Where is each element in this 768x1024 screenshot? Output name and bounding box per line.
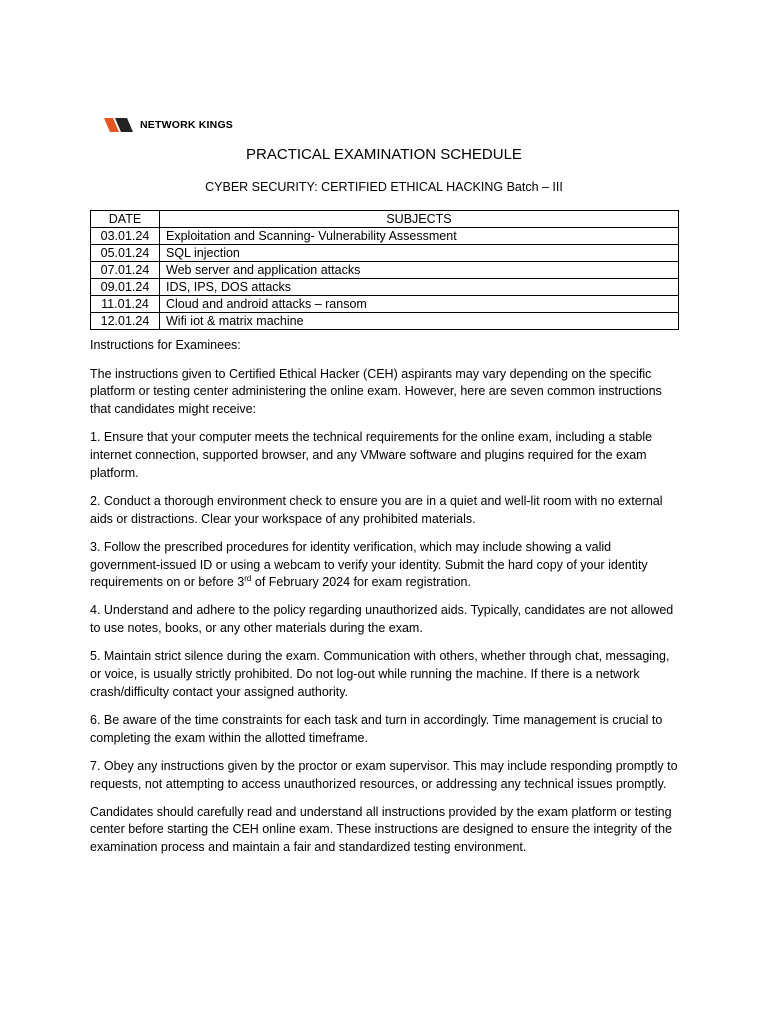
date-cell: 03.01.24 xyxy=(91,228,160,245)
subject-cell: SQL injection xyxy=(160,245,679,262)
date-cell: 07.01.24 xyxy=(91,262,160,279)
instructions-heading: Instructions for Examinees: xyxy=(90,338,241,352)
table-row xyxy=(91,262,679,279)
table-row xyxy=(91,296,679,313)
subject-cell: Exploitation and Scanning- Vulnerability Assessment xyxy=(160,228,679,245)
instruction-item-2: 2. Conduct a thorough environment check to ensure you are in a quiet and well-lit room with no external aids or distractions. Clear your workspace of any prohibited materials. xyxy=(90,493,663,526)
subject-cell: IDS, IPS, DOS attacks xyxy=(160,279,679,296)
instruction-item-4: 4. Understand and adhere to the policy regarding unauthorized aids. Typically, candidates are not allowed to use notes, books, or any other materials during the exam. xyxy=(90,603,674,636)
subject-cell: Wifi iot & matrix machine xyxy=(160,313,679,330)
instructions-intro: The instructions given to Certified Ethical Hacker (CEH) aspirants may vary depending on the specific platform or testing center administering the online exam. However, here are seven common instructions that candidates might receive: xyxy=(90,366,662,417)
table-header-row xyxy=(91,211,679,228)
date-cell: 09.01.24 xyxy=(91,279,160,296)
closing-paragraph: Candidates should carefully read and understand all instructions provided by the exam platform or testing center before starting the CEH online exam. These instructions are designed to ensure the integrity of the examination process and maintain a fair and standardized testing environment. xyxy=(90,804,673,855)
instruction-item-6: 6. Be aware of the time constraints for each task and turn in accordingly. Time management is crucial to completing the exam within the allotted timeframe. xyxy=(90,712,663,745)
page-subtitle: CYBER SECURITY: CERTIFIED ETHICAL HACKING Batch – III xyxy=(205,180,563,194)
subject-cell: Web server and application attacks xyxy=(160,262,679,279)
table-row xyxy=(91,279,679,296)
date-cell: 11.01.24 xyxy=(91,296,160,313)
schedule-table xyxy=(90,210,679,330)
table-row xyxy=(91,228,679,245)
instruction-item-5: 5. Maintain strict silence during the exam. Communication with others, whether through chat, messaging, or voice, is usually strictly prohibited. Do not log-out while running the machine. If there is a network crash/difficulty contact your assigned authority. xyxy=(90,649,670,699)
instruction-item-7: 7. Obey any instructions given by the proctor or exam supervisor. This may include responding promptly to requests, not attempting to access unauthorized resources, or addressing any technical issues promptly. xyxy=(90,758,678,791)
instruction-item-3-text: 3. Follow the prescribed procedures for identity verification, which may include showing a valid government-issued ID or using a webcam to verify your identity. Submit the hard copy of your identity requirements on or before 3 xyxy=(90,539,648,590)
column-header-date: DATE xyxy=(91,211,160,228)
network-kings-logo-icon xyxy=(104,118,134,132)
instruction-item-3 xyxy=(90,539,682,592)
instructions-section xyxy=(90,337,682,867)
column-header-subjects: SUBJECTS xyxy=(160,211,679,228)
brand-logo xyxy=(104,118,233,132)
instruction-item-1: 1. Ensure that your computer meets the technical requirements for the online exam, including a stable internet connection, supported browser, and any VMware software and plugins required for the exam platform. xyxy=(90,430,653,480)
subject-cell: Cloud and android attacks – ransom xyxy=(160,296,679,313)
instruction-item-3-text-end: of February 2024 for exam registration. xyxy=(251,575,471,590)
brand-name: NETWORK KINGS xyxy=(140,119,234,131)
date-cell: 12.01.24 xyxy=(91,313,160,330)
ordinal-suffix: rd xyxy=(244,574,252,584)
page-title: PRACTICAL EXAMINATION SCHEDULE xyxy=(246,146,522,163)
table-row xyxy=(91,245,679,262)
date-cell: 05.01.24 xyxy=(91,245,160,262)
table-row xyxy=(91,313,679,330)
